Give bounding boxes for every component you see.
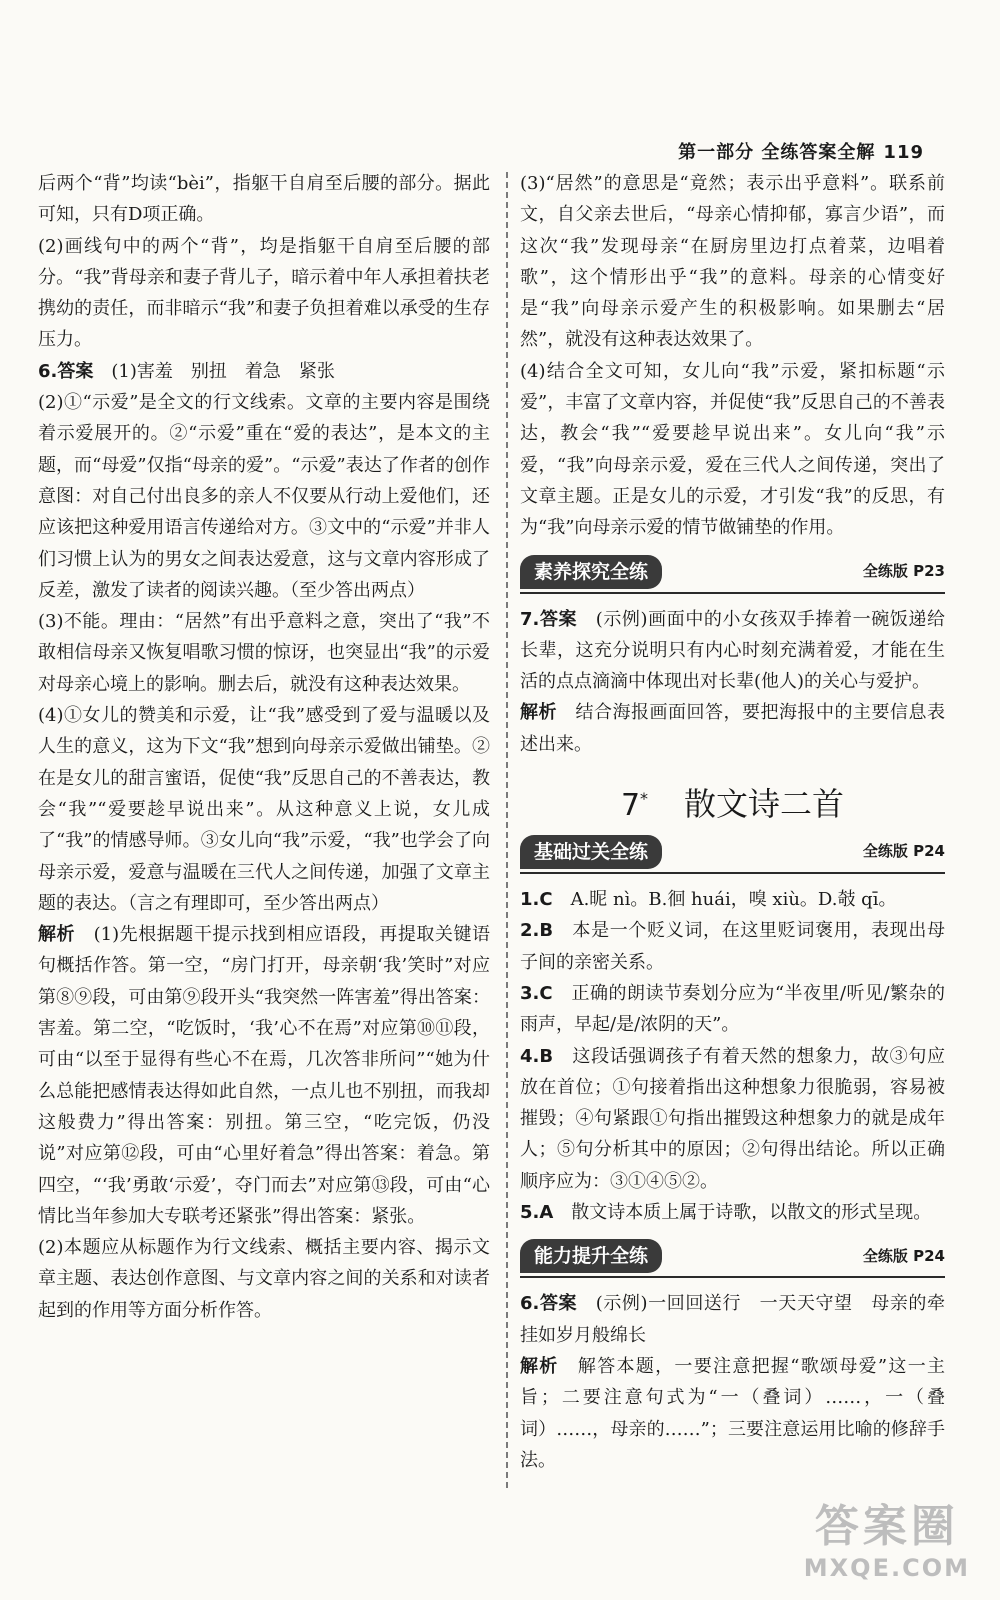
banner-ref: 全练版 P23 <box>862 561 945 580</box>
watermark-text: 答案圈 <box>814 1501 959 1552</box>
answer-4 <box>520 1041 945 1197</box>
answer-3 <box>520 978 945 1041</box>
paragraph: (2)本题应从标题作为行文线索、概括主要内容、揭示文章主题、表达创作意图、与文章内容之间的关系和对读者起到的作用等方面分析作答。 <box>38 1237 490 1321</box>
section-banner-basic <box>520 832 945 874</box>
paragraph: (2)画线句中的两个“背”，均是指躯干自肩至后腰的部分。“我”背母亲和妻子背儿子，暗示着中年人承担着扶老携幼的责任，而非暗示“我”和妻子负担着难以承受的生存压力。 <box>38 235 490 351</box>
paragraph: (3)“居然”的意思是“竟然；表示出乎意料”。联系前文，自父亲去世后，“母亲心情抑郁，寡言少语”，而这次“我”发现母亲“在厨房里边打点着菜，边唱着歌”，这个情形出乎“我”的意料。母亲的心情变好是“我”向母亲示爱产生的积极影响。如果删去“居然”，就没有这种表达效果了。 <box>520 173 945 351</box>
left-column <box>38 168 490 1326</box>
answer-label: 4.B <box>520 1045 554 1067</box>
answer-1 <box>520 884 945 915</box>
page-number: 119 <box>883 142 924 163</box>
page-header <box>678 138 924 164</box>
banner-ref: 全练版 P24 <box>862 842 945 861</box>
watermark-logo <box>804 1490 970 1582</box>
paragraph: (4)结合全文可知，女儿向“我”示爱，紧扣标题“示爱”，丰富了文章内容，并促使“我”反思自己的不善表达，教会“我”“爱要趁早说出来”。女儿向“我”示爱，“我”向母亲示爱，爱在三代人之间传递，突出了文章主题。正是女儿的示爱，才引发“我”的反思，有为“我”向母亲示爱的情节做铺垫的作用。 <box>520 360 945 539</box>
banner-label: 素养探究全练 <box>520 555 662 589</box>
answer-label: 6.答案 <box>520 1293 578 1315</box>
section-title: 第一部分 全练答案全解 <box>678 142 876 163</box>
answer-6b <box>520 1288 945 1351</box>
answer-text: 散文诗本质上属于诗歌，以散文的形式呈现。 <box>571 1202 932 1224</box>
lesson-title-text: 散文诗二首 <box>684 785 845 824</box>
answer-text: (1)害羞 别扭 着急 紧张 <box>111 360 335 382</box>
watermark-url: MXQE.COM <box>803 1554 970 1582</box>
analysis-text: 结合海报画面回答，要把海报中的主要信息表述出来。 <box>520 702 945 755</box>
paragraph: 后两个“背”均读“bèi”，指躯干自肩至后腰的部分。据此可知，只有D项正确。 <box>38 173 490 226</box>
analysis-label: 解析 <box>520 1355 559 1377</box>
answer-label: 2.B <box>520 920 554 942</box>
answer-text: (示例)画面中的小女孩双手捧着一碗饭递给长辈，这充分说明只有内心时刻充满着爱，才能在生活的点点滴滴中体现出对长辈(他人)的关心与爱护。 <box>520 608 945 693</box>
analysis <box>520 697 945 760</box>
analysis <box>38 919 490 1232</box>
right-column <box>520 168 945 1476</box>
paragraph: (4)①女儿的赞美和示爱，让“我”感受到了爱与温暖以及人生的意义，这为下文“我”想到向母亲示爱做出铺垫。②在是女儿的甜言蜜语，促使“我”反思自己的不善表达，教会“我”“爱要趁早说出来”。从这种意义上说，女儿成了“我”的情感导师。③女儿向“我”示爱，“我”也学会了向母亲示爱，爱意与温暖在三代人之间传递，加强了文章主题的表达。（言之有理即可，至少答出两点） <box>38 705 490 914</box>
paragraph: (3)不能。理由：“居然”有出乎意料之意，突出了“我”不敢相信母亲又恢复唱歌习惯的惊讶，也突显出“我”的示爱对母亲心境上的影响。删去后，就没有这种表达效果。 <box>38 611 490 695</box>
answer-text: 正确的朗读节奏划分应为“半夜里/听见/繁杂的雨声，早起/是/浓阴的天”。 <box>520 982 945 1036</box>
analysis-label: 解析 <box>38 924 76 946</box>
banner-ref: 全练版 P24 <box>862 1246 945 1265</box>
answer-2 <box>520 915 945 978</box>
analysis-text: (1)先根据题干提示找到相应语段，再提取关键语句概括作答。第一空，“房门打开，母亲朝‘我’笑时”对应第⑧⑨段，可由第⑨段开头“我突然一阵害羞”得出答案：害羞。第二空，“吃饭时，‘我’心不在焉”对应第⑩⑪段，可由“以至于显得有些心不在焉，几次答非所问”“她为什么总能把感情表达得如此自然，一点儿也不别扭，而我却这般费力”得出答案：别扭。第三空，“吃完饭，仍没说”对应第⑫段，可由“心里好着急”得出答案：着急。第四空，“‘我’勇敢‘示爱’，夺门而去”对应第⑬段，可由“心情比当年参加大专联考还紧张”得出答案：紧张。 <box>38 924 491 1227</box>
paragraph: (2)①“示爱”是全文的行文线索。文章的主要内容是围绕着示爱展开的。②“示爱”重在“爱的表达”，是本文的主题，而“母爱”仅指“母亲的爱”。“示爱”表达了作者的创作意图：对自己付出良多的亲人不仅要从行动上爱他们，还应该把这种爱用语言传递给对方。③文中的“示爱”并非人们习惯上认为的男女之间表达爱意，这与文章内容形成了反差，激发了读者的阅读兴趣。（至少答出两点） <box>38 392 490 601</box>
answer-label: 3.C <box>520 982 553 1004</box>
analysis <box>520 1351 945 1476</box>
answer-text: 本是一个贬义词，在这里贬词褒用，表现出母子间的亲密关系。 <box>520 920 946 973</box>
answer-label: 6.答案 <box>38 360 94 382</box>
answer-7 <box>520 604 945 698</box>
answer-label: 7.答案 <box>520 608 578 630</box>
answer-label: 1.C <box>520 889 553 911</box>
answer-text: (示例)一回回送行 一天天守望 母亲的牵挂如岁月般绵长 <box>520 1293 945 1346</box>
lesson-title <box>520 774 945 824</box>
lesson-number-text: 7 <box>620 788 641 824</box>
banner-label: 基础过关全练 <box>520 835 662 869</box>
banner-label: 能力提升全练 <box>520 1239 662 1273</box>
answer-label: 5.A <box>520 1202 554 1224</box>
section-banner-ability <box>520 1236 945 1278</box>
answer-text: A.昵 nì。B.徊 huái，嗅 xiù。D.攲 qī。 <box>570 889 897 911</box>
analysis-text: 解答本题，一要注意把握“歌颂母爱”这一主旨；二要注意句式为“一（叠词）……，一（叠词）……，母亲的……”；三要注意运用比喻的修辞手法。 <box>520 1355 946 1471</box>
analysis-label: 解析 <box>520 702 557 724</box>
section-banner-literacy <box>520 552 945 594</box>
answer-text: 这段话强调孩子有着天然的想象力，故③句应放在首位；①句接着指出这种想象力很脆弱，容易被摧毁；④句紧跟①句指出摧毁这种想象力的就是成年人；⑤句分析其中的原因；②句得出结论。所以正确顺序应为：③①④⑤②。 <box>520 1045 946 1192</box>
lesson-mark: * <box>640 789 649 809</box>
answer-5 <box>520 1197 945 1228</box>
answer-6 <box>38 356 490 387</box>
lesson-number <box>621 788 648 823</box>
column-divider <box>506 172 508 1488</box>
